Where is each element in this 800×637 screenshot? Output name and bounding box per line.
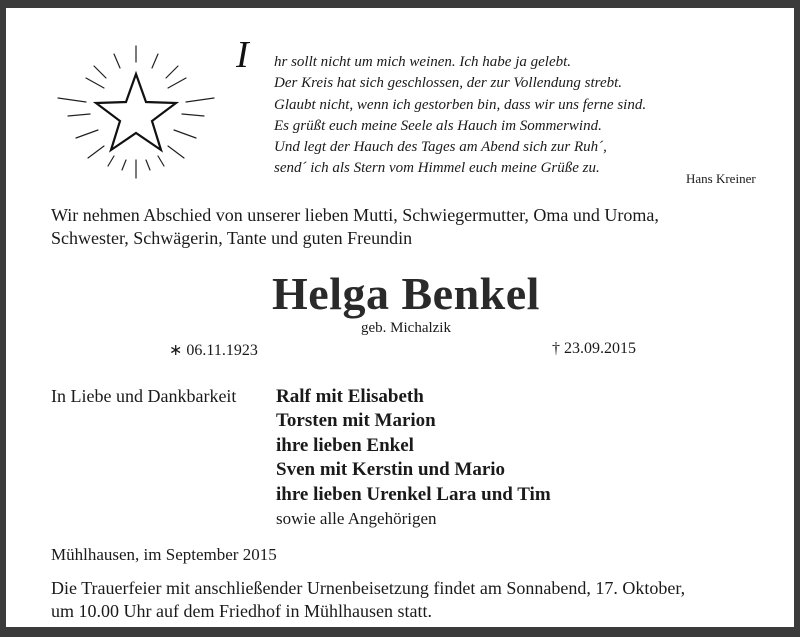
place-date: Mühlhausen, im September 2015 bbox=[51, 545, 277, 564]
radiant-star-icon bbox=[46, 38, 226, 188]
service-line: Die Trauerfeier mit anschließender Urnenbeisetzung findet am Sonnabend, 17. Oktober, bbox=[51, 578, 686, 598]
mourner-entry: Torsten mit Marion bbox=[276, 410, 436, 432]
mourner-entry: Sven mit Kerstin und Mario bbox=[276, 459, 506, 481]
poem bbox=[274, 52, 646, 180]
intro-line: Wir nehmen Abschied von unserer lieben Mutti, Schwiegermutter, Oma und Uroma, bbox=[51, 205, 659, 225]
farewell-intro bbox=[51, 204, 659, 249]
mourner-entry: Ralf mit Elisabeth bbox=[276, 386, 424, 407]
poem-line: Und legt der Hauch des Tages am Abend sich zur Ruh´, bbox=[274, 139, 607, 156]
poem-line: send´ ich als Stern vom Himmel euch meine Grüße zu. bbox=[274, 160, 600, 177]
poem-dropcap: I bbox=[236, 34, 249, 76]
funeral-service-info bbox=[51, 577, 685, 623]
poem-line: hr sollt nicht um mich weinen. Ich habe ja gelebt. bbox=[274, 54, 572, 70]
mourners-list bbox=[276, 385, 551, 531]
poem-line: Es grüßt euch meine Seele als Hauch im Sommerwind. bbox=[274, 117, 602, 134]
poem-author: Hans Kreiner bbox=[686, 171, 756, 186]
mourner-others: sowie alle Angehörigen bbox=[276, 509, 437, 529]
service-line: um 10.00 Uhr auf dem Friedhof in Mühlhausen statt. bbox=[51, 601, 432, 621]
mourners-intro: In Liebe und Dankbarkeit bbox=[51, 386, 237, 406]
mourner-entry: ihre lieben Urenkel Lara und Tim bbox=[276, 483, 551, 505]
death-date: † 23.09.2015 bbox=[552, 340, 636, 357]
poem-line: Der Kreis hat sich geschlossen, der zur Vollendung strebt. bbox=[274, 75, 623, 92]
mourner-entry: ihre lieben Enkel bbox=[276, 434, 414, 456]
maiden-name: geb. Michalzik bbox=[361, 320, 451, 336]
intro-line: Schwester, Schwägerin, Tante und guten Freundin bbox=[51, 227, 413, 248]
poem-line: Glaubt nicht, wenn ich gestorben bin, dass wir uns ferne sind. bbox=[274, 96, 647, 113]
deceased-name: Helga Benkel bbox=[272, 268, 540, 319]
birth-date: ∗ 06.11.1923 bbox=[169, 342, 258, 359]
